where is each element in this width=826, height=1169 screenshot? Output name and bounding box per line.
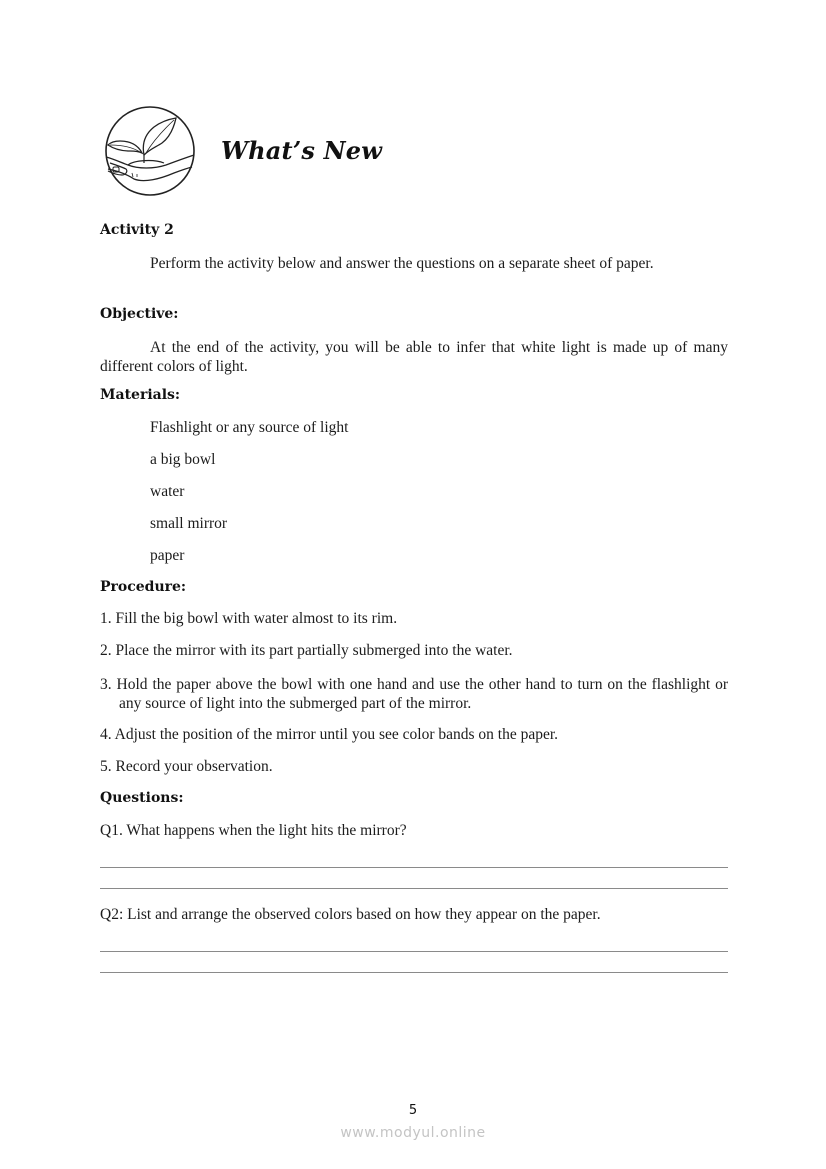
procedure-step: 4. Adjust the position of the mirror until you see color bands on the paper. — [100, 726, 559, 743]
procedure-step: 5. Record your observation. — [100, 758, 273, 775]
question-text: Q1. What happens when the light hits the mirror? — [100, 822, 407, 839]
procedure-heading: Procedure: — [100, 579, 187, 595]
procedure-step: 2. Place the mirror with its part partially submerged into the water. — [100, 642, 513, 659]
objective-text: At the end of the activity, you will be able to infer that white light is made up of many different colors of light. — [100, 339, 728, 375]
section-title: What’s New — [221, 136, 383, 165]
materials-item: small mirror — [150, 515, 228, 532]
answer-line[interactable] — [100, 972, 728, 973]
materials-item: water — [150, 483, 185, 500]
questions-heading: Questions: — [100, 790, 184, 806]
answer-line[interactable] — [100, 951, 728, 952]
materials-heading: Materials: — [100, 387, 181, 403]
materials-item: paper — [150, 547, 185, 564]
activity-heading: Activity 2 — [100, 222, 174, 238]
procedure-step: 3. Hold the paper above the bowl with one hand and use the other hand to turn on the flashlight or any source of light into the submerged part of the mirror. — [100, 676, 728, 712]
hand-holding-plant-icon — [104, 105, 196, 197]
watermark: www.modyul.online — [340, 1125, 486, 1141]
page-number: 5 — [408, 1103, 418, 1118]
activity-intro: Perform the activity below and answer the questions on a separate sheet of paper. — [150, 255, 654, 272]
procedure-step: 1. Fill the big bowl with water almost to its rim. — [100, 610, 398, 627]
answer-line[interactable] — [100, 867, 728, 868]
question-text: Q2: List and arrange the observed colors based on how they appear on the paper. — [100, 906, 601, 923]
materials-item: a big bowl — [150, 451, 216, 468]
materials-item: Flashlight or any source of light — [150, 419, 349, 436]
objective-heading: Objective: — [100, 306, 179, 322]
answer-line[interactable] — [100, 888, 728, 889]
